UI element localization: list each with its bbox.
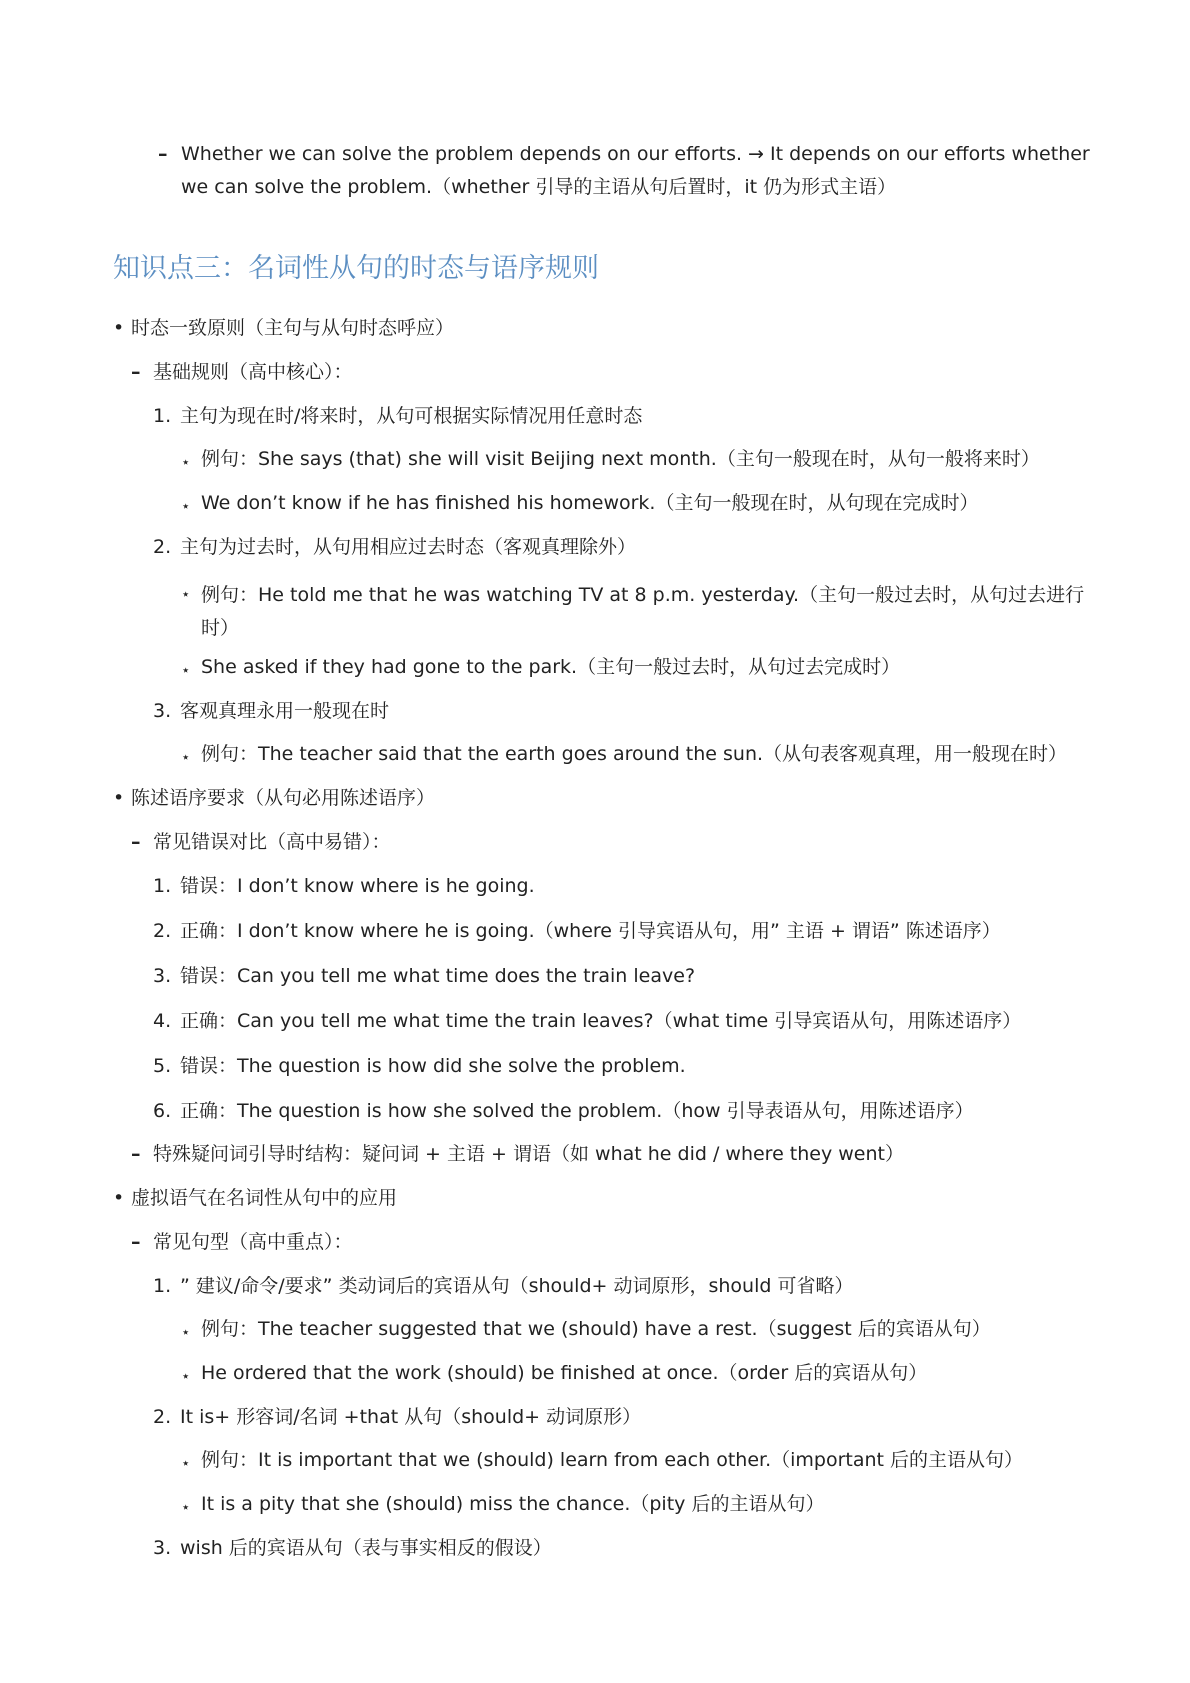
subjunctive-title: 虚拟语气在名词性从句中的应用 bbox=[131, 1187, 398, 1209]
dash-marker: – bbox=[158, 143, 168, 165]
star-marker: ⋆ bbox=[181, 748, 191, 766]
star-marker: ⋆ bbox=[181, 585, 191, 603]
star-marker: ⋆ bbox=[181, 1454, 191, 1472]
bullet-marker: • bbox=[113, 1187, 125, 1209]
tense-rule-2: 主句为过去时，从句用相应过去时态（客观真理除外） bbox=[180, 536, 637, 558]
star-marker: ⋆ bbox=[181, 1367, 191, 1385]
list-number: 6. bbox=[153, 1100, 172, 1122]
top-item-line-2: we can solve the problem.（whether 引导的主语从句后置时，it 仍为形式主语） bbox=[181, 176, 897, 198]
list-number: 1. bbox=[153, 405, 172, 427]
star-marker: ⋆ bbox=[181, 1498, 191, 1516]
list-number: 3. bbox=[153, 700, 172, 722]
subjunctive-pattern-1: ” 建议/命令/要求” 类动词后的宾语从句（should+ 动词原形，should 可省略） bbox=[180, 1275, 854, 1297]
order-item: 正确：Can you tell me what time the train leaves?（what time 引导宾语从句，用陈述语序） bbox=[180, 1010, 1022, 1032]
order-item: 正确：The question is how she solved the problem.（how 引导表语从句，用陈述语序） bbox=[180, 1100, 974, 1122]
example-line: 例句：It is important that we (should) learn from each other.（important 后的主语从句） bbox=[201, 1449, 1024, 1471]
example-line: 例句：The teacher suggested that we (should) have a rest.（suggest 后的宾语从句） bbox=[201, 1318, 991, 1340]
tense-subtitle: 基础规则（高中核心）： bbox=[153, 361, 353, 383]
order-title: 陈述语序要求（从句必用陈述语序） bbox=[131, 787, 436, 809]
dash-marker: – bbox=[131, 361, 141, 383]
list-number: 4. bbox=[153, 1010, 172, 1032]
star-marker: ⋆ bbox=[181, 453, 191, 471]
example-line: It is a pity that she (should) miss the chance.（pity 后的主语从句） bbox=[201, 1493, 825, 1515]
list-number: 1. bbox=[153, 875, 172, 897]
list-number: 3. bbox=[153, 965, 172, 987]
star-marker: ⋆ bbox=[181, 497, 191, 515]
star-marker: ⋆ bbox=[181, 1323, 191, 1341]
example-line: 例句：The teacher said that the earth goes around the sun.（从句表客观真理，用一般现在时） bbox=[201, 743, 1068, 765]
example-line: We don’t know if he has finished his homework.（主句一般现在时，从句现在完成时） bbox=[201, 492, 979, 514]
tense-rule-3: 客观真理永用一般现在时 bbox=[180, 700, 390, 722]
subjunctive-pattern-3: wish 后的宾语从句（表与事实相反的假设） bbox=[180, 1537, 552, 1559]
example-line: 例句：He told me that he was watching TV at 8 p.m. yesterday.（主句一般过去时，从句过去进行时） bbox=[201, 584, 1085, 639]
star-marker: ⋆ bbox=[181, 661, 191, 679]
list-number: 2. bbox=[153, 536, 172, 558]
list-number: 5. bbox=[153, 1055, 172, 1077]
example-line: He ordered that the work (should) be finished at once.（order 后的宾语从句） bbox=[201, 1362, 928, 1384]
bullet-marker: • bbox=[113, 787, 125, 809]
example-line: 例句：She says (that) she will visit Beijing next month.（主句一般现在时，从句一般将来时） bbox=[201, 448, 1040, 470]
list-number: 1. bbox=[153, 1275, 172, 1297]
tense-rule-1: 主句为现在时/将来时，从句可根据实际情况用任意时态 bbox=[180, 405, 643, 427]
dash-marker: – bbox=[131, 831, 141, 853]
list-number: 3. bbox=[153, 1537, 172, 1559]
order-subtitle-2: 特殊疑问词引导时结构：疑问词 + 主语 + 谓语（如 what he did / where they went） bbox=[153, 1143, 904, 1165]
order-subtitle: 常见错误对比（高中易错）： bbox=[153, 831, 391, 853]
subjunctive-pattern-2: It is+ 形容词/名词 +that 从句（should+ 动词原形） bbox=[180, 1406, 642, 1428]
list-number: 2. bbox=[153, 1406, 172, 1428]
top-item-line-1: Whether we can solve the problem depends on our efforts. → It depends on our efforts whether bbox=[181, 143, 1090, 165]
section-title: 知识点三：名词性从句的时态与语序规则 bbox=[113, 253, 599, 284]
subjunctive-subtitle: 常见句型（高中重点）： bbox=[153, 1231, 353, 1253]
list-number: 2. bbox=[153, 920, 172, 942]
example-line: She asked if they had gone to the park.（主句一般过去时，从句过去完成时） bbox=[201, 656, 901, 678]
dash-marker: – bbox=[131, 1231, 141, 1253]
order-item: 错误：I don’t know where is he going. bbox=[180, 875, 535, 897]
bullet-marker: • bbox=[113, 317, 125, 339]
order-item: 错误：Can you tell me what time does the train leave? bbox=[180, 965, 696, 987]
order-item: 正确：I don’t know where he is going.（where 引导宾语从句，用” 主语 + 谓语” 陈述语序） bbox=[180, 920, 1001, 942]
tense-title: 时态一致原则（主句与从句时态呼应） bbox=[131, 317, 455, 339]
order-item: 错误：The question is how did she solve the problem. bbox=[180, 1055, 686, 1077]
dash-marker: – bbox=[131, 1143, 141, 1165]
